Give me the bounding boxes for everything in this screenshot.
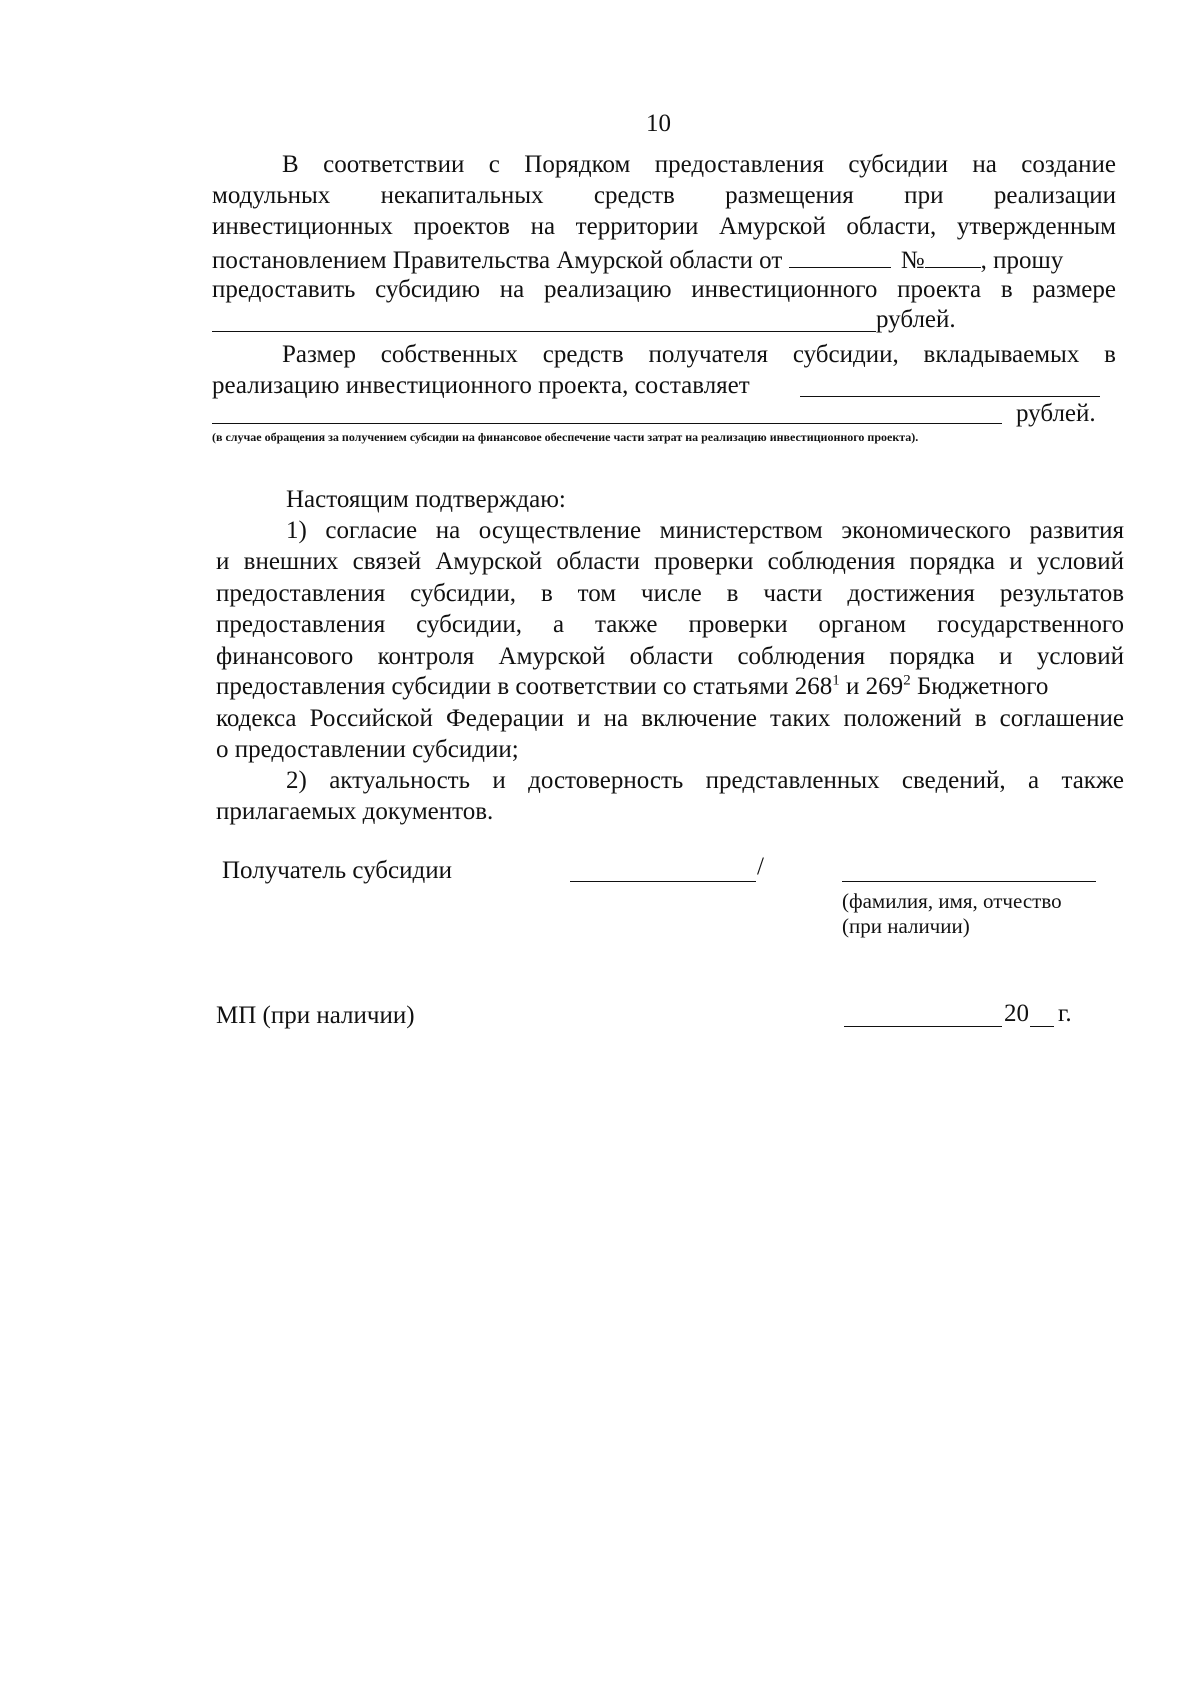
para1-line4 xyxy=(212,245,1063,275)
confirm-item1-line6 xyxy=(216,673,1048,701)
signature-slash: / xyxy=(757,853,764,880)
own-funds-blank-1[interactable] xyxy=(800,396,1100,397)
sup-2: 2 xyxy=(903,672,911,689)
confirm-item1-line6-b: и 269 xyxy=(839,673,904,700)
para1-line2: модульных некапитальных средств размещения при реализации xyxy=(212,182,1116,209)
para1-line3: инвестиционных проектов на территории Амурской области, утвержденным xyxy=(212,213,1116,240)
para1-line1: В соответствии с Порядком предоставления субсидии на создание xyxy=(282,151,1116,178)
confirm-item1-line8: о предоставлении субсидии; xyxy=(216,736,519,763)
para1-rubles: рублей. xyxy=(876,306,956,333)
confirm-item1-line2: и внешних связей Амурской области проверки соблюдения порядка и условий xyxy=(216,548,1124,575)
confirm-item1-line6-c: Бюджетного xyxy=(910,673,1049,700)
recipient-label: Получатель субсидии xyxy=(222,857,452,884)
date-blank[interactable] xyxy=(844,1026,1002,1027)
full-name-blank[interactable] xyxy=(842,881,1096,882)
para2-rubles: рублей. xyxy=(1016,400,1096,427)
date-suffix: г. xyxy=(1058,1000,1072,1027)
page-number: 10 xyxy=(646,110,671,137)
confirm-item1-line4: предоставления субсидии, а также проверки органом государственного xyxy=(216,611,1124,638)
para1-line4-end: , прошу xyxy=(980,247,1064,274)
confirm-heading: Настоящим подтверждаю: xyxy=(286,486,566,513)
confirm-item1-line3: предоставления субсидии, в том числе в части достижения результатов xyxy=(216,580,1124,607)
para2-line2: реализацию инвестиционного проекта, составляет xyxy=(212,372,750,399)
subsidy-amount-blank[interactable] xyxy=(212,331,876,332)
para2-line1: Размер собственных средств получателя субсидии, вкладываемых в xyxy=(282,341,1116,368)
number-sign: № xyxy=(900,247,925,274)
name-hint-line1: (фамилия, имя, отчество xyxy=(842,889,1062,913)
confirm-item1-line5: финансового контроля Амурской области соблюдения порядка и условий xyxy=(216,643,1124,670)
decree-number-blank[interactable] xyxy=(925,245,981,268)
para2-note: (в случае обращения за получением субсидии на финансовое обеспечение части затрат на реализацию инвестиционного проекта). xyxy=(212,430,919,444)
confirm-item2-line2: прилагаемых документов. xyxy=(216,798,494,825)
stamp-label: МП (при наличии) xyxy=(216,1002,415,1029)
signature-blank[interactable] xyxy=(570,881,756,882)
sup-1: 1 xyxy=(832,672,840,689)
year-blank[interactable] xyxy=(1030,1026,1054,1027)
decree-date-blank[interactable] xyxy=(789,245,891,268)
para1-line4-text: постановлением Правительства Амурской области от xyxy=(212,247,783,274)
date-year-prefix: 20 xyxy=(1004,1000,1029,1027)
confirm-item1-line6-a: предоставления субсидии в соответствии со статьями 268 xyxy=(216,673,833,700)
name-hint-line2: (при наличии) xyxy=(842,914,970,938)
para1-line5: предоставить субсидию на реализацию инвестиционного проекта в размере xyxy=(212,276,1116,303)
confirm-item1-line1: 1) согласие на осуществление министерством экономического развития xyxy=(286,517,1124,544)
confirm-item1-line7: кодекса Российской Федерации и на включение таких положений в соглашение xyxy=(216,705,1124,732)
confirm-item2-line1: 2) актуальность и достоверность представленных сведений, а также xyxy=(286,767,1124,794)
own-funds-blank-2[interactable] xyxy=(212,423,1002,424)
